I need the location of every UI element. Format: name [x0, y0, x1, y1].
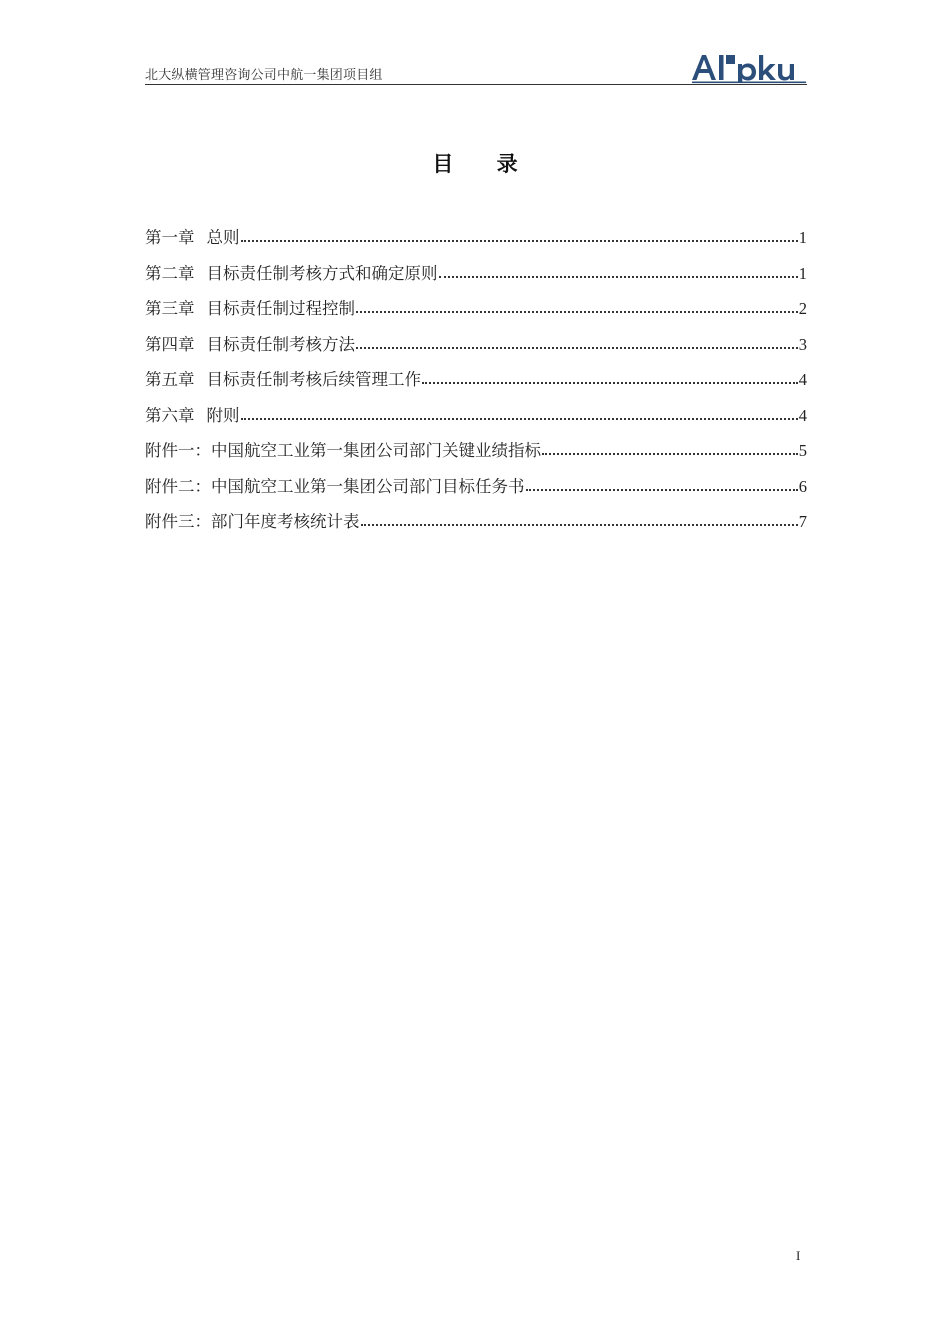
toc-entry-title: 部门年度考核统计表 [211, 512, 360, 531]
toc-entry-title: 目标责任制过程控制 [206, 299, 355, 318]
toc-entry-page: 1 [798, 228, 807, 247]
toc-entry-page: 6 [798, 476, 807, 496]
toc-entry-title: 中国航空工业第一集团公司部门目标任务书 [211, 476, 525, 496]
dot-leader [542, 453, 798, 455]
toc-entry-title: 目标责任制考核方法 [206, 334, 355, 354]
page-number: I [796, 1248, 801, 1263]
toc-entry-label: 附件二： [145, 476, 211, 496]
toc-entry-chapter-2[interactable] [145, 260, 807, 296]
toc-entry-label: 第二章 [145, 263, 195, 283]
toc-entry-label: 第四章 [145, 334, 195, 354]
toc-entry-title: 附则 [206, 405, 240, 425]
toc-entry-label: 第三章 [145, 299, 195, 318]
toc-list [145, 224, 807, 544]
dot-leader [241, 418, 798, 420]
dot-leader [439, 276, 798, 278]
allpku-logo [690, 50, 808, 84]
header-divider [145, 84, 807, 85]
toc-entry-page: 2 [798, 299, 807, 318]
toc-entry-page: 3 [798, 334, 807, 354]
dot-leader [241, 240, 798, 242]
toc-entry-title: 中国航空工业第一集团公司部门关键业绩指标 [211, 441, 541, 460]
toc-entry-chapter-5[interactable] [145, 366, 807, 402]
toc-entry-chapter-1[interactable] [145, 224, 807, 260]
dot-leader [422, 382, 798, 384]
toc-entry-page: 5 [798, 441, 807, 460]
toc-entry-page: 4 [798, 370, 807, 389]
header-text: 北大纵横管理咨询公司中航一集团项目组 [145, 68, 383, 83]
toc-entry-page: 4 [798, 405, 807, 425]
toc-entry-label: 第一章 [145, 228, 195, 247]
toc-entry-label: 第六章 [145, 405, 195, 425]
toc-entry-title: 目标责任制考核后续管理工作 [206, 370, 421, 389]
toc-entry-title: 总则 [206, 228, 240, 247]
toc-title: 目 录 [432, 151, 536, 176]
toc-entry-page: 7 [798, 512, 807, 531]
toc-entry-appendix-2[interactable] [145, 473, 807, 509]
toc-entry-chapter-4[interactable] [145, 331, 807, 367]
toc-entry-title: 目标责任制考核方式和确定原则 [206, 263, 438, 283]
dot-leader [361, 524, 798, 526]
dot-leader [356, 311, 798, 313]
toc-entry-appendix-1[interactable] [145, 437, 807, 473]
toc-entry-appendix-3[interactable] [145, 508, 807, 544]
dot-leader [526, 489, 798, 491]
toc-entry-chapter-3[interactable] [145, 295, 807, 331]
toc-entry-label: 附件一： [145, 441, 211, 460]
toc-entry-page: 1 [798, 263, 807, 283]
toc-entry-chapter-6[interactable] [145, 402, 807, 438]
toc-entry-label: 第五章 [145, 370, 195, 389]
toc-entry-label: 附件三： [145, 512, 211, 531]
dot-leader [356, 347, 798, 349]
